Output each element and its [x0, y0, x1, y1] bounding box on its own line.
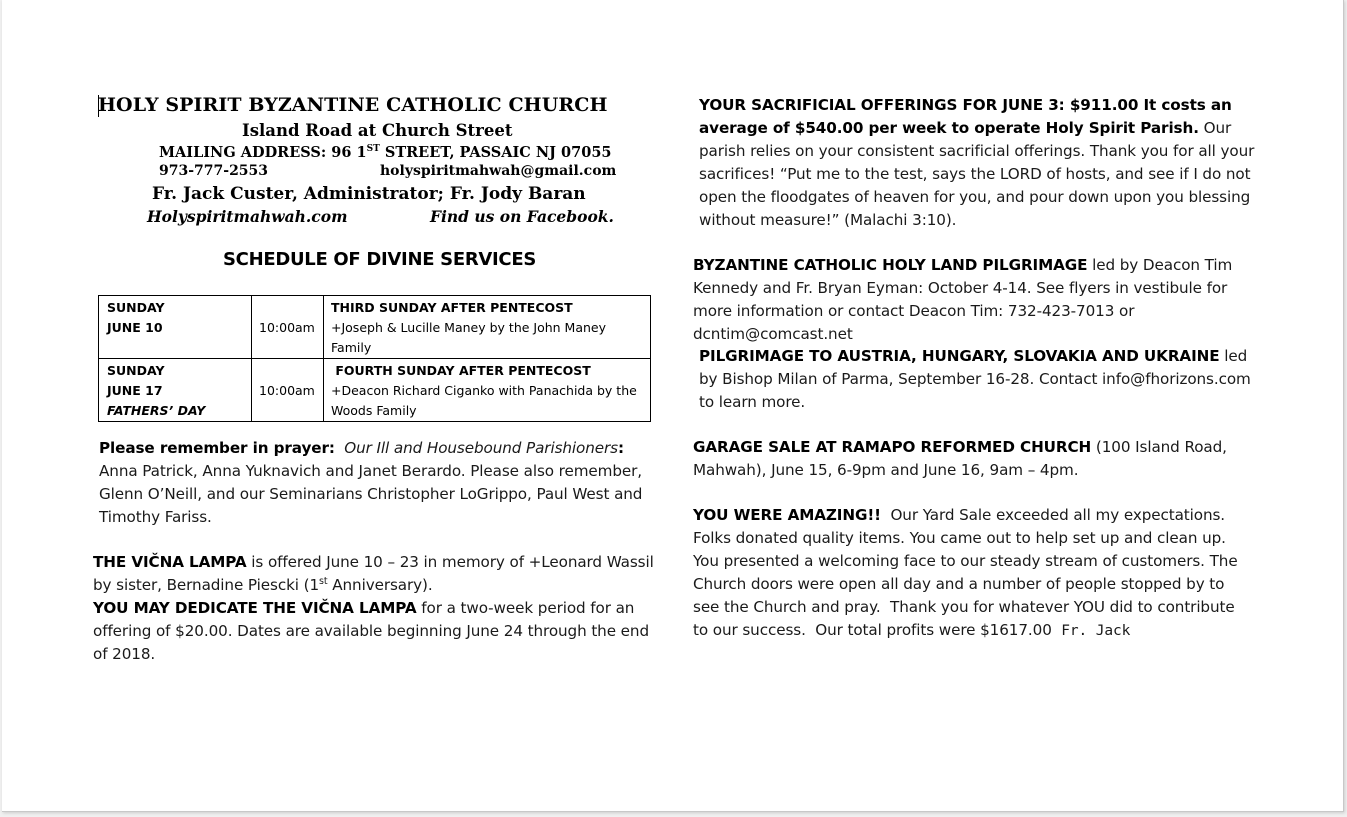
- schedule-occasion: FOURTH SUNDAY AFTER PENTECOST: [331, 363, 591, 378]
- offerings-text: Our parish relies on your consistent sacrificial offerings. Thank you for all your sacrifices! “Put me to the test, says the LORD of hosts, and see if I do not open the floodgates of heaven for you, and pour down upon you blessing without measure!” (Malachi 3:10).: [699, 119, 1255, 229]
- prayer-paragraph: [99, 437, 659, 529]
- pilgrimage-text: led by Deacon Tim Kennedy and Fr. Bryan Eyman: October 4-14. See flyers in vestibule for more information or contact Deacon Tim: 732-423-7013 or dcntim@comcast.net: [693, 256, 1233, 343]
- document-page: [2, 0, 1344, 812]
- schedule-date: JUNE 17: [107, 383, 163, 398]
- vicna-dedicate-text: for a two-week period for an offering of $20.00. Dates are available beginning June 24 through the end of 2018.: [93, 599, 649, 663]
- garage-text: (100 Island Road, Mahwah), June 15, 6-9pm and June 16, 9am – 4pm.: [693, 438, 1227, 479]
- amazing-paragraph: [693, 504, 1253, 643]
- schedule-table: [98, 295, 651, 422]
- austria-text: led by Bishop Milan of Parma, September 16-28. Contact info@fhorizons.com to learn more.: [699, 347, 1251, 411]
- schedule-row: [99, 359, 651, 422]
- mailing-suffix: STREET, PASSAIC NJ 07055: [379, 144, 612, 161]
- schedule-intention: +Deacon Richard Ciganko with Panachida by the Woods Family: [331, 383, 637, 418]
- signature: Fr. Jack: [1061, 623, 1131, 639]
- prayer-text: Anna Patrick, Anna Yuknavich and Janet Berardo. Please also remember, Glenn O’Neill, and our Seminarians Christopher LoGrippo, Paul West and Timothy Fariss.: [99, 462, 643, 526]
- schedule-intention: +Joseph & Lucille Maney by the John Maney Family: [331, 320, 607, 355]
- schedule-day-cell: [99, 296, 252, 359]
- facebook-note: Find us on Facebook.: [430, 207, 614, 226]
- church-location: Island Road at Church Street: [242, 121, 513, 140]
- mailing-prefix: MAILING ADDRESS: 96 1: [159, 144, 367, 161]
- prayer-colon: :: [617, 439, 624, 457]
- schedule-occasion: THIRD SUNDAY AFTER PENTECOST: [331, 300, 573, 315]
- austria-lead: PILGRIMAGE TO AUSTRIA, HUNGARY, SLOVAKIA AND UKRAINE: [699, 347, 1220, 365]
- schedule-time: 10:00am: [252, 296, 324, 359]
- schedule-service-cell: [324, 359, 651, 422]
- website: Holyspiritmahwah.com: [147, 207, 348, 226]
- austria-paragraph: [699, 345, 1259, 414]
- vicna-lead: THE VIČNA LAMPA: [93, 553, 247, 571]
- vicna-paragraph: [93, 551, 663, 666]
- schedule-day-cell: [99, 359, 252, 422]
- prayer-lead: Please remember in prayer:: [99, 439, 335, 457]
- vicna-text1: is offered June 10 – 23 in memory of +Leonard Wassil by sister, Bernadine Piescki (1: [93, 553, 654, 594]
- vicna-text2: Anniversary).: [327, 576, 433, 594]
- mailing-sup: ST: [366, 144, 380, 155]
- phone-number: 973-777-2553: [159, 163, 269, 179]
- schedule-row: [99, 296, 651, 359]
- schedule-date: JUNE 10: [107, 320, 163, 335]
- schedule-day: SUNDAY: [107, 363, 165, 378]
- amazing-lead: YOU WERE AMAZING!!: [693, 506, 881, 524]
- schedule-service-cell: [324, 296, 651, 359]
- vicna-sup: st: [319, 575, 328, 587]
- email-address: holyspiritmahwah@gmail.com: [380, 163, 617, 179]
- vicna-dedicate-lead: YOU MAY DEDICATE THE VIČNA LAMPA: [93, 599, 417, 617]
- prayer-group: Our Ill and Housebound Parishioners: [344, 439, 618, 457]
- schedule-note: FATHERS’ DAY: [107, 403, 206, 418]
- garage-lead: GARAGE SALE AT RAMAPO REFORMED CHURCH: [693, 438, 1092, 456]
- schedule-day: SUNDAY: [107, 300, 165, 315]
- schedule-time: 10:00am: [252, 359, 324, 422]
- amazing-text: Our Yard Sale exceeded all my expectations. Folks donated quality items. You came out to help set up and clean up. You presented a welcoming face to our steady stream of customers. The Church doors were open all day and a number of people stopped by to see the Church and pray. Thank you for whatever YOU did to contribute to our success. Our total profits were $1617.00: [693, 506, 1243, 639]
- pilgrimage-lead: BYZANTINE CATHOLIC HOLY LAND PILGRIMAGE: [693, 256, 1088, 274]
- offerings-lead: YOUR SACRIFICIAL OFFERINGS FOR JUNE 3: $911.00 It costs an average of $540.00 per week to operate Holy Spirit Parish.: [699, 96, 1232, 137]
- garage-paragraph: [693, 436, 1253, 482]
- mailing-address: [159, 144, 612, 161]
- offerings-paragraph: [699, 94, 1259, 232]
- schedule-title: SCHEDULE OF DIVINE SERVICES: [223, 249, 536, 270]
- church-name: HOLY SPIRIT BYZANTINE CATHOLIC CHURCH: [98, 94, 608, 116]
- clergy-line: Fr. Jack Custer, Administrator; Fr. Jody Baran: [152, 184, 586, 204]
- pilgrimage-paragraph: [693, 254, 1253, 346]
